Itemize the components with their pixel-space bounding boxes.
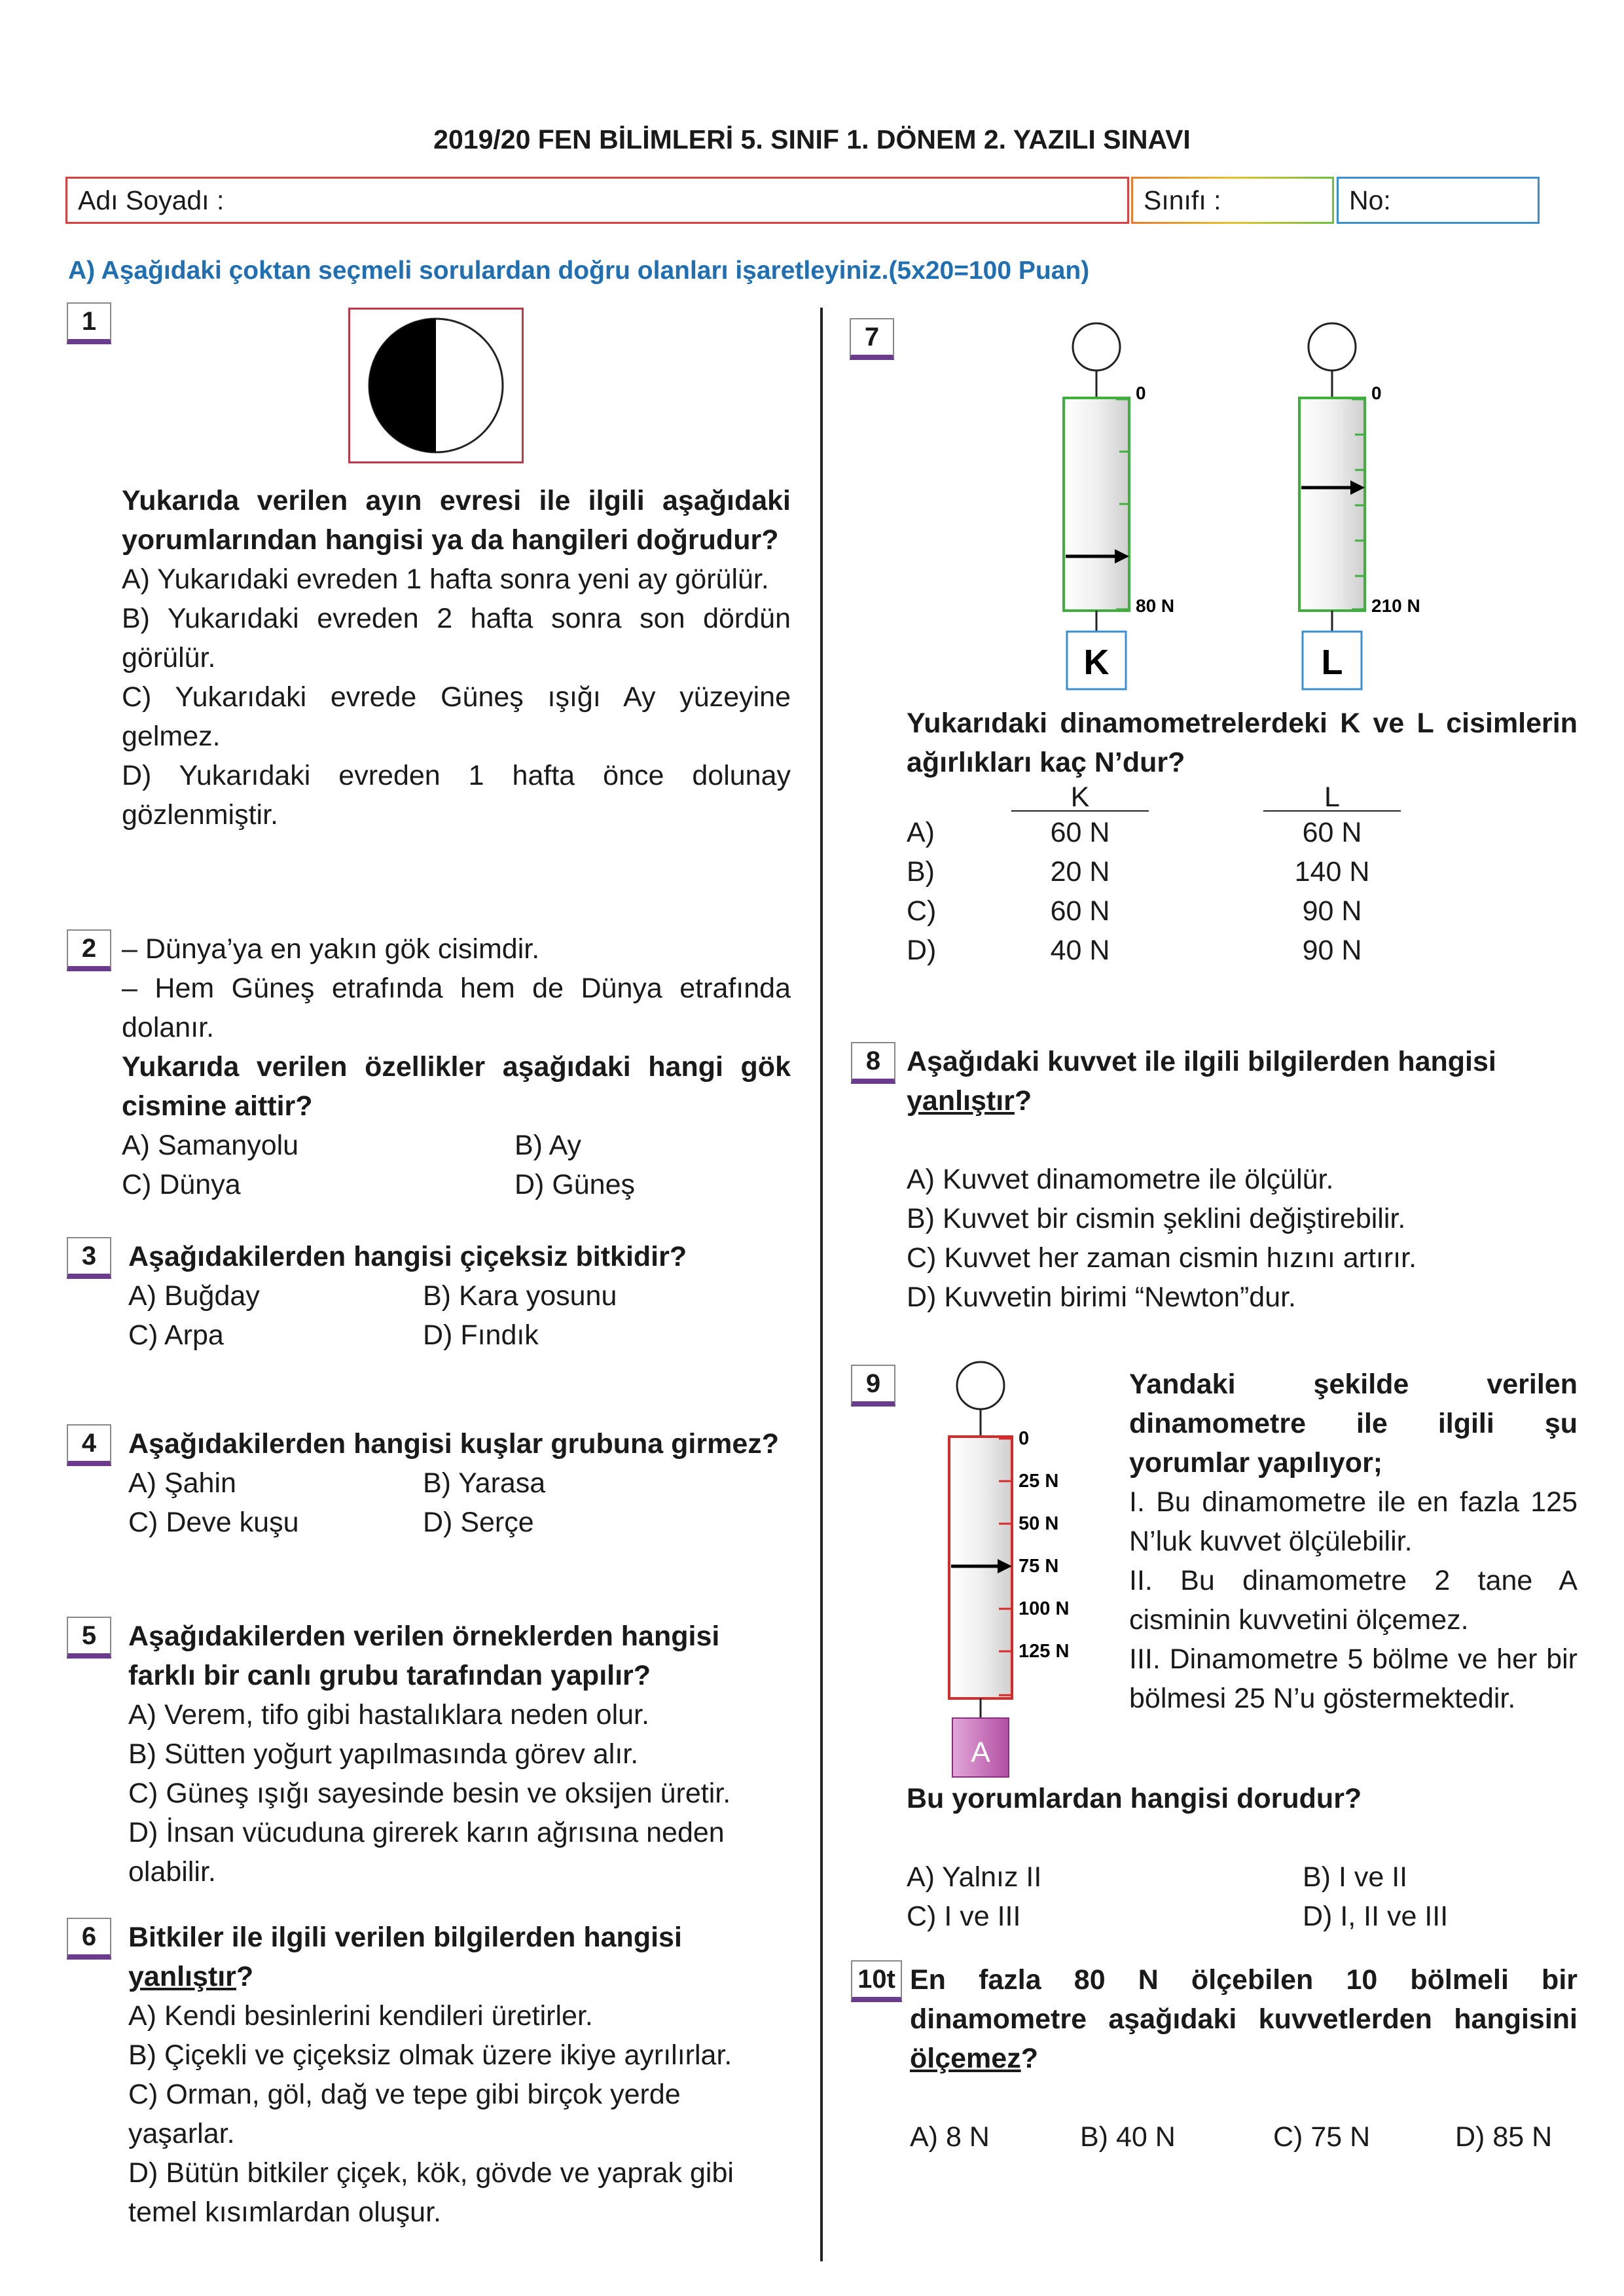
q4-option-b[interactable]: B) Yarasa	[423, 1467, 546, 1499]
q8-stem-end: ?	[1014, 1085, 1032, 1117]
dynamometer-figure-q9	[929, 1355, 1113, 1768]
q7-cell-k: 40 N	[1050, 935, 1110, 966]
page-title: 2019/20 FEN BİLİMLERİ 5. SINIF 1. DÖNEM 2. YAZILI SINAVI	[433, 124, 1191, 154]
q4-option-d[interactable]: D) Serçe	[423, 1507, 534, 1538]
q9-scale-4: 100 N	[1019, 1598, 1070, 1619]
q10-option-c[interactable]: C) 75 N	[1273, 2121, 1371, 2153]
class-field[interactable]	[1131, 177, 1334, 224]
instructions: A) Aşağıdaki çoktan seçmeli sorulardan doğru olanları işaretleyiniz.(5x20=100 Puan)	[68, 257, 1090, 285]
q4-option-a[interactable]: A) Şahin	[128, 1467, 236, 1499]
q8-option-c[interactable]: C) Kuvvet her zaman cismin hızını artırır.	[907, 1242, 1417, 1274]
question-6	[128, 1918, 791, 2232]
question-4	[128, 1424, 791, 1542]
q8-option-b[interactable]: B) Kuvvet bir cismin şeklini değiştirebilir.	[907, 1203, 1406, 1234]
question-number-9: 9	[851, 1365, 895, 1407]
question-9	[1129, 1365, 1578, 1718]
question-number-5: 5	[67, 1617, 111, 1659]
q1-stem: Yukarıda verilen ayın evresi ile ilgili aşağıdaki yorumlarından hangisi ya da hangileri doğrudur?	[122, 485, 791, 556]
q2-option-b[interactable]: B) Ay	[514, 1130, 581, 1161]
q5-option-c[interactable]: C) Güneş ışığı sayesinde besin ve oksijen üretir.	[128, 1778, 731, 1809]
q10-stem-end: ?	[1020, 2043, 1038, 2074]
moon-phase-figure	[348, 308, 524, 463]
q2-line-2: – Hem Güneş etrafında hem de Dünya etrafında dolanır.	[122, 973, 791, 1043]
dynamometer-k	[1064, 323, 1129, 632]
no-field[interactable]	[1337, 177, 1540, 224]
q7-cell-k: 20 N	[1050, 856, 1110, 888]
q7-cell-l: 140 N	[1294, 856, 1370, 888]
q7-col-l: L	[1263, 784, 1401, 812]
q2-option-a[interactable]: A) Samanyolu	[122, 1130, 299, 1161]
question-10	[910, 1960, 1578, 2157]
q3-option-c[interactable]: C) Arpa	[128, 1319, 224, 1351]
q2-line-1: – Dünya’ya en yakın gök cisimdir.	[122, 933, 540, 965]
q6-option-b[interactable]: B) Çiçekli ve çiçeksiz olmak üzere ikiye ayrılırlar.	[128, 2039, 732, 2071]
q10-option-b[interactable]: B) 40 N	[1080, 2121, 1176, 2153]
q3-option-b[interactable]: B) Kara yosunu	[423, 1280, 617, 1312]
q9-statement-1: I. Bu dinamometre ile en fazla 125 N’luk kuvvet ölçülebilir.	[1129, 1486, 1578, 1557]
question-number-3: 3	[67, 1237, 111, 1279]
q9-option-d[interactable]: D) I, II ve III	[1303, 1901, 1449, 1932]
q9-option-a[interactable]: A) Yalnız II	[907, 1861, 1042, 1893]
question-number-7: 7	[850, 318, 894, 360]
q8-option-d[interactable]: D) Kuvvetin birimi “Newton”dur.	[907, 1282, 1297, 1313]
q8-stem: Aşağıdaki kuvvet ile ilgili bilgilerden hangisi	[907, 1046, 1496, 1077]
k-scale-bottom: 80 N	[1136, 596, 1175, 616]
q6-stem-emphasis: yanlıştır	[128, 1961, 236, 1992]
q3-option-a[interactable]: A) Buğday	[128, 1280, 260, 1312]
q1-option-c[interactable]: C) Yukarıdaki evrede Güneş ışığı Ay yüzeyine gelmez.	[122, 681, 791, 752]
q7-stem: Yukarıdaki dinamometrelerdeki K ve L cisimlerin ağırlıkları kaç N’dur?	[907, 708, 1578, 778]
q7-cell-l: 90 N	[1302, 895, 1362, 927]
q4-option-c[interactable]: C) Deve kuşu	[128, 1507, 299, 1538]
question-1	[122, 481, 791, 834]
question-number-1: 1	[67, 302, 111, 344]
column-divider	[820, 308, 823, 2261]
q7-cell-opt: A)	[907, 817, 935, 848]
q7-option-row[interactable]	[907, 852, 1496, 891]
q9-scale-5: 125 N	[1019, 1641, 1070, 1662]
q9-stem: Yandaki şekilde verilen dinamometre ile ilgili şu yorumlar yapılıyor;	[1129, 1369, 1578, 1479]
q9-statement-2: II. Bu dinamometre 2 tane A cisminin kuvvetini ölçemez.	[1129, 1565, 1578, 1636]
question-number-10: 10t	[851, 1960, 902, 2002]
q7-cell-k: 60 N	[1050, 895, 1110, 927]
q2-option-d[interactable]: D) Güneş	[514, 1169, 636, 1200]
q10-stem: En fazla 80 N ölçebilen 10 bölmeli bir dinamometre aşağıdaki kuvvetlerden hangisini	[910, 1964, 1578, 2035]
q10-option-d[interactable]: D) 85 N	[1455, 2121, 1553, 2153]
q6-option-c[interactable]: C) Orman, göl, dağ ve tepe gibi birçok yerde yaşarlar.	[128, 2079, 681, 2149]
q4-stem: Aşağıdakilerden hangisi kuşlar grubuna girmez?	[128, 1428, 780, 1460]
question-number-8: 8	[851, 1042, 895, 1084]
q9-scale-2: 50 N	[1019, 1513, 1059, 1534]
q8-option-a[interactable]: A) Kuvvet dinamometre ile ölçülür.	[907, 1164, 1334, 1195]
question-number-4: 4	[67, 1424, 111, 1466]
q9-statement-3: III. Dinamometre 5 bölme ve her bir bölmesi 25 N’u göstermektedir.	[1129, 1643, 1578, 1714]
question-number-6: 6	[67, 1918, 111, 1960]
q9-scale-3: 75 N	[1019, 1556, 1059, 1577]
q6-option-d[interactable]: D) Bütün bitkiler çiçek, kök, gövde ve yaprak gibi temel kısımlardan oluşur.	[128, 2157, 734, 2228]
q9-option-c[interactable]: C) I ve III	[907, 1901, 1021, 1932]
q6-option-a[interactable]: A) Kendi besinlerini kendileri üretirler.	[128, 2000, 593, 2032]
dynamometer-l	[1299, 323, 1365, 632]
q7-cell-opt: B)	[907, 856, 935, 888]
q7-option-row[interactable]	[907, 931, 1496, 970]
q7-answer-table	[907, 781, 1496, 970]
q5-option-d[interactable]: D) İnsan vücuduna girerek karın ağrısına neden olabilir.	[128, 1817, 725, 1888]
q9-question: Bu yorumlardan hangisi dorudur?	[907, 1783, 1362, 1814]
class-label: Sınıfı :	[1144, 185, 1221, 215]
q2-option-c[interactable]: C) Dünya	[122, 1169, 241, 1200]
q9-scale-1: 25 N	[1019, 1471, 1059, 1492]
name-field[interactable]	[65, 177, 1129, 224]
q3-stem: Aşağıdakilerden hangisi çiçeksiz bitkidir?	[128, 1241, 687, 1272]
question-8	[907, 1042, 1578, 1317]
question-number-2: 2	[67, 929, 111, 971]
q10-stem-emphasis: ölçemez	[910, 2043, 1021, 2074]
q7-option-row[interactable]	[907, 891, 1496, 931]
q1-option-b[interactable]: B) Yukarıdaki evreden 2 hafta sonra son dördün görülür.	[122, 603, 791, 673]
q10-option-a[interactable]: A) 8 N	[910, 2121, 990, 2153]
q3-option-d[interactable]: D) Fındık	[423, 1319, 539, 1351]
q2-stem: Yukarıda verilen özellikler aşağıdaki hangi gök cismine aittir?	[122, 1051, 791, 1122]
k-scale-top: 0	[1136, 383, 1146, 403]
name-label: Adı Soyadı :	[78, 185, 225, 215]
q7-cell-k: 60 N	[1050, 817, 1110, 848]
q7-col-k: K	[1011, 784, 1149, 812]
no-label: No:	[1349, 185, 1391, 215]
q7-cell-l: 90 N	[1302, 935, 1362, 966]
q7-option-row[interactable]	[907, 813, 1496, 852]
q8-stem-emphasis: yanlıştır	[907, 1085, 1015, 1117]
question-3	[128, 1237, 791, 1355]
question-9-prompt	[907, 1779, 1578, 1936]
q7-cell-opt: C)	[907, 895, 937, 927]
q5-option-b[interactable]: B) Sütten yoğurt yapılmasında görev alır.	[128, 1738, 639, 1770]
q1-option-a[interactable]: A) Yukarıdaki evreden 1 hafta sonra yeni ay görülür.	[122, 564, 769, 595]
weight-l-label: L	[1321, 643, 1343, 682]
weight-k-label: K	[1083, 643, 1110, 682]
q7-cell-l: 60 N	[1302, 817, 1362, 848]
dynamometer-figure-q7	[1021, 314, 1479, 700]
q5-option-a[interactable]: A) Verem, tifo gibi hastalıklara neden olur.	[128, 1699, 649, 1731]
l-scale-bottom: 210 N	[1371, 596, 1420, 616]
moon-phase-icon	[350, 310, 522, 461]
question-7	[907, 704, 1578, 782]
q7-cell-opt: D)	[907, 935, 937, 966]
weight-a-label: A	[971, 1736, 990, 1768]
q6-stem: Bitkiler ile ilgili verilen bilgilerden hangisi	[128, 1922, 682, 1953]
q6-stem-end: ?	[236, 1961, 254, 1992]
q1-option-d[interactable]: D) Yukarıdaki evreden 1 hafta önce dolunay gözlenmiştir.	[122, 760, 791, 831]
q9-scale-0: 0	[1019, 1428, 1030, 1449]
q9-option-b[interactable]: B) I ve II	[1303, 1861, 1408, 1893]
l-scale-top: 0	[1371, 383, 1382, 403]
question-5	[128, 1617, 791, 1892]
q5-stem: Aşağıdakilerden verilen örneklerden hangisi farklı bir canlı grubu tarafından yapılır?	[128, 1621, 720, 1691]
question-2	[122, 929, 791, 1204]
